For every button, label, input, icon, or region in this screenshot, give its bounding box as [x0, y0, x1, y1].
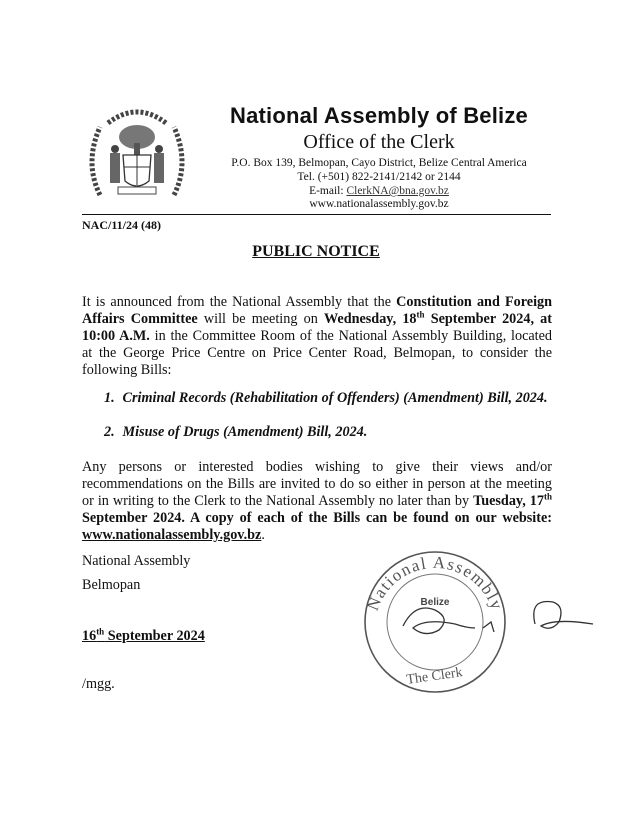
- website-link[interactable]: www.nationalassembly.gov.bz: [309, 198, 449, 210]
- stamp-bottom-text: The Clerk: [405, 665, 464, 688]
- email-line: [214, 185, 544, 197]
- reference-number: NAC/11/24 (48): [82, 218, 161, 232]
- meeting-date: Wednesday, 18th September 2024, at 10:00 A.M.: [82, 309, 552, 344]
- signed-date: 16th September 2024: [82, 626, 205, 644]
- belize-coat-of-arms-icon: [78, 103, 196, 213]
- notice-title: PUBLIC NOTICE: [252, 243, 380, 260]
- telephone: Tel. (+501) 822-2141/2142 or 2144: [297, 171, 461, 183]
- email-label: E-mail:: [309, 185, 347, 197]
- closing-line: Belmopan: [82, 577, 141, 593]
- website-link[interactable]: www.nationalassembly.gov.bz: [82, 527, 262, 543]
- letterhead-divider: [82, 214, 551, 215]
- typist-initials: /mgg.: [82, 676, 115, 692]
- bill-item: 2. Misuse of Drugs (Amendment) Bill, 2024.: [104, 424, 368, 440]
- bill-title: Criminal Records (Rehabilitation of Offenders) (Amendment) Bill, 2024.: [122, 390, 548, 406]
- announcement-paragraph: It is announced from the National Assembly that the Constitution and Foreign Affairs Committee will be meeting on Wednesday, 18th September 2024, at 10:00 A.M. in the Committee Room of the National Assembly Building, located at the George Price Centre on Price Center Road, Belmopan, to consider the following Bills:: [82, 294, 552, 378]
- clerk-signature: [395, 588, 595, 648]
- closing-line: National Assembly: [82, 553, 191, 569]
- deadline: Tuesday, 17th September 2024. A copy of each of the Bills can be found on our website:: [82, 491, 552, 526]
- committee-name: Constitution and Foreign Affairs Committee: [82, 294, 552, 327]
- email-link[interactable]: ClerkNA@bna.gov.bz: [346, 185, 449, 197]
- stamp-center-text: Belize: [420, 597, 450, 608]
- office-name: Office of the Clerk: [303, 131, 455, 153]
- stamp-top-text: National Assembly: [362, 552, 508, 614]
- invitation-paragraph: Any persons or interested bodies wishing to give their views and/or recommendations on the Bills are invited to do so either in person at the meeting or in writing to the Clerk to the National Assembly no later than by Tuesday, 17th September 2024. A copy of each of the Bills can be found on our website: www.nationalassembly.gov.bz.: [82, 459, 552, 543]
- bill-title: Misuse of Drugs (Amendment) Bill, 2024.: [122, 424, 368, 440]
- bill-item: 1. Criminal Records (Rehabilitation of Offenders) (Amendment) Bill, 2024.: [104, 390, 548, 406]
- postal-address: P.O. Box 139, Belmopan, Cayo District, Belize Central America: [231, 157, 527, 169]
- org-name: National Assembly of Belize: [230, 103, 528, 128]
